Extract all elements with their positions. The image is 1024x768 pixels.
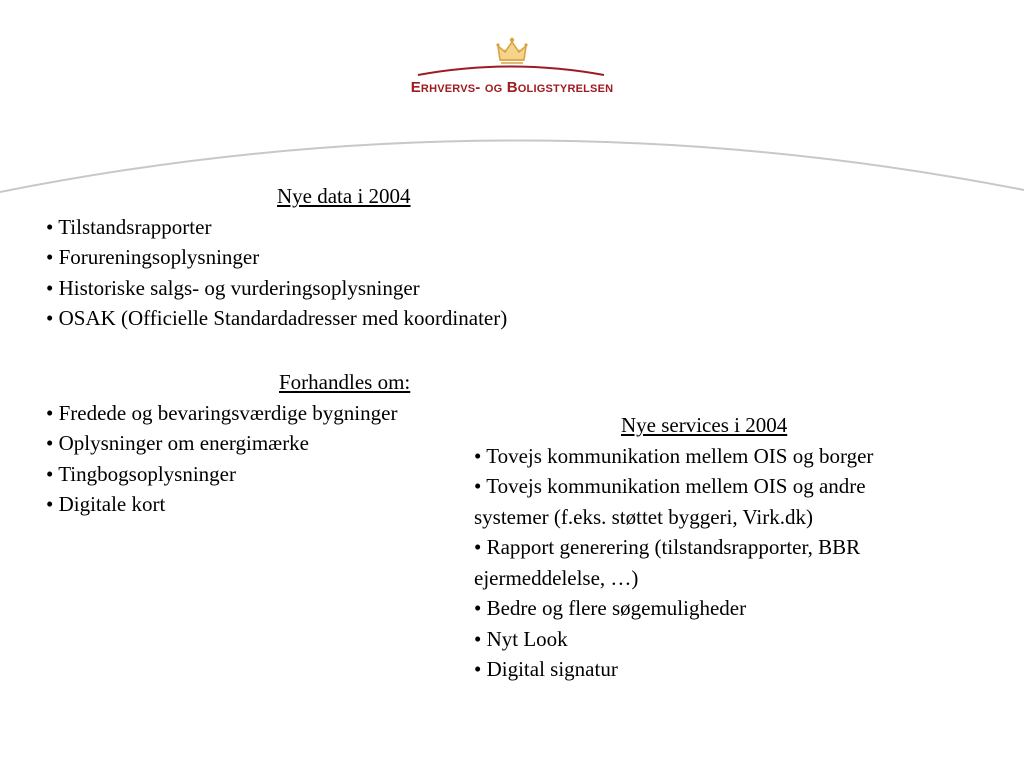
logo-arc (416, 62, 606, 78)
list-item: • Oplysninger om energimærke (46, 431, 310, 455)
list-item: • Tovejs kommunikation mellem OIS og andre (474, 474, 866, 498)
list-item-continuation: systemer (f.eks. støttet byggeri, Virk.dk) (474, 504, 813, 529)
list-item: • Tilstandsrapporter (46, 214, 212, 239)
section-services (474, 410, 974, 685)
section-heading: Nye services i 2004 (621, 413, 788, 437)
list-item: • Historiske salgs- og vurderingsoplysninger (46, 275, 420, 300)
list-item: • OSAK (Officielle Standardadresser med koordinater) (46, 306, 508, 330)
list-item: • Bedre og flere søgemuligheder (474, 596, 747, 620)
section-nye-data (46, 181, 606, 334)
list-item: • Forureningsoplysninger (46, 245, 260, 269)
list-item: • Fredede og bevaringsværdige bygninger (46, 400, 398, 425)
list-item: • Digitale kort (46, 492, 166, 516)
logo-text: Erhvervs- og Boligstyrelsen (410, 79, 614, 96)
list-item: • Tingbogsoplysninger (46, 461, 236, 486)
list-item: • Nyt Look (474, 626, 568, 651)
list-item: • Tovejs kommunikation mellem OIS og borger (474, 443, 874, 468)
list-item: • Digital signatur (474, 657, 618, 681)
list-item: • Rapport generering (tilstandsrapporter, BBR (474, 535, 861, 559)
section-heading: Forhandles om: (279, 370, 411, 394)
section-forhandles (46, 367, 486, 520)
section-heading: Nye data i 2004 (277, 184, 411, 208)
list-item-continuation: ejermeddelelse, …) (474, 565, 639, 590)
